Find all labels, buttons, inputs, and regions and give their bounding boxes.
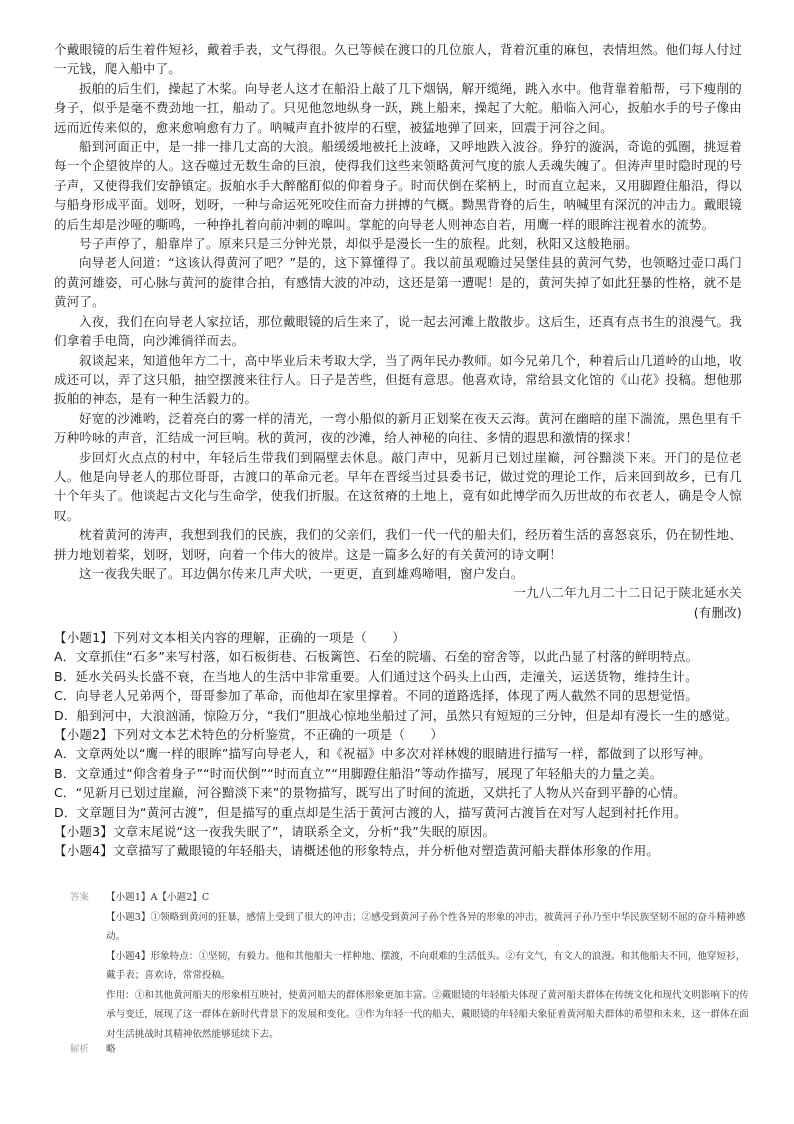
answer-line: 【小题1】A【小题2】C [106,892,210,903]
question-2-option-b: B．文章通过“仰含着身子”“时而伏倒”“时而直立”“用脚蹬住船沿”等动作描写，展现了年轻船夫的力量之美。 [54,765,663,781]
question-1-stem: 【小题1】下列对文本相关内容的理解，正确的一项是（ ） [54,630,406,645]
question-section [54,628,742,861]
explanation-section [70,1040,116,1060]
answer-section [70,888,750,1044]
question-1-option-d: D．船到河中，大浪汹涌，惊险万分，“我们”胆战心惊地坐船过了河，虽然只有短短的三分钟，但是却有漫长一生的感觉。 [54,707,738,723]
explanation-text: 略 [106,1044,116,1055]
passage-dateline: 一九八二年九月二十二日记于陕北延水关 [513,585,742,601]
passage-paragraph: 船到河面正中，是一排一排几丈高的大浪。船缓缓地被托上波峰，又呼地跌入波谷。狰狞的漩涡，奇诡的弧圈，挑逗着每一个企望彼岸的人。这吞噬过无数生命的巨浪，使得我们这些来领略黄河气度的旅人丢魂失魄了。但涛声里时隐时现的号子声，又使得我们安静镇定。扳舶水手大醉酩酊似的仰着身子。时而伏倒在桨柄上，时而直立起来，又用脚蹬住船沿，得以与船身形成平面。划呀，划呀，一种与命运死死咬住而奋力拼搏的气概。黝黑背脊的后生，呐喊里有深沉的冲击力。戴眼镜的后生却是沙哑的嘶鸣，一种挣扎着向前冲刺的嗥叫。掌舵的向导老人则神态自若，用鹰一样的眼眸注视着水的流势。 [54,139,742,232]
passage-paragraph: 好宽的沙滩哟，泛着亮白的雾一样的清光，一弯小船似的新月正划桨在夜天云海。黄河在幽暗的崖下湍流，黑色里有千万种吟咏的声音，汇结成一河巨响。秋的黄河，夜的沙滩，给人神秘的向往、多情的遐思和激情的探求！ [54,410,742,446]
answer-line: 【小题4】形象特点：①坚韧，有毅力。他和其他船夫一样种地、摆渡，不向艰难的生活低头。②有文气，有文人的浪漫。和其他船夫不同，他穿短衫，戴手表；喜欢诗，常常投稿。 [106,950,746,981]
passage-paragraph: 步回灯火点点的村中，年轻后生带我们到隔壁去休息。敲门声中，见新月已划过崖巅，河谷黯淡下来。开门的是位老人。他是向导老人的那位哥哥，古渡口的革命元老。早年在晋绥当过县委书记，做过党的理论工作，后来回到故乡，已有几十个年头了。他谈起古文化与生命学，使我们折服。在这贫瘠的土地上，竟有如此博学而久历世故的布衣老人，确是令人惊叹。 [54,449,742,523]
passage-paragraph: 个戴眼镜的后生着件短衫，戴着手表，文气得很。久已等候在渡口的几位旅人，背着沉重的麻包，表情坦然。他们每人付过一元钱，爬入船中了。 [54,42,742,77]
question-3-stem: 【小题3】文章末尾说“这一夜我失眠了”，请联系全文，分析“我”失眠的原因。 [54,824,496,840]
passage-paragraph: 入夜，我们在向导老人家拉话，那位戴眼镜的后生来了，说一起去河滩上散散步。这后生，还真有点书生的浪漫气。我们拿着手电筒，向沙滩徜徉而去。 [54,313,742,349]
passage-note: (有删改) [693,604,742,620]
passage-paragraph: 号子声停了，船靠岸了。原来只是三分钟光景，却似乎是漫长一生的旅程。此刻，秋阳又这般艳丽。 [79,236,638,252]
passage-paragraph: 叙谈起来，知道他年方二十，高中毕业后未考取大学，当了两年民办教师。如今兄弟几个，种着后山几道岭的山地，收成还可以，弄了这只船，抽空摆渡来往行人。日子是苦些，但挺有意思。他喜欢诗，常给县文化馆的《山花》投稿。想他那扳舶的神态，是有一种生活毅力的。 [54,352,742,407]
passage-paragraph: 扳舶的后生们，操起了木桨。向导老人这才在船沿上敲了几下烟锅，解开缆绳，跳入水中。他背靠着船帮，弓下瘦削的身子，似乎是毫不费劲地一扛，船动了。只见他忽地纵身一跃，跳上船来，操起了大舵。船临入河心，扳舶水手的号子像由远而近传来似的，愈来愈响愈有力了。呐喊声直扑彼岸的石壁，被猛地弹了回来，回震于河谷之间。 [54,80,742,135]
passage-paragraph: 枕着黄河的涛声，我想到我们的民族，我们的父亲们，我们一代一代的船夫们，经历着生活的喜怒哀乐，仍在韧性地、拼力地划着桨，划呀，划呀，向着一个伟大的彼岸。这是一篇多么好的有关黄河的诗文啊！ [54,527,742,562]
reading-passage [54,40,742,622]
answer-line: 作用：①和其他黄河船夫的形象相互映衬，使黄河船夫的群体形象更加丰富。②戴眼镜的年轻船夫体现了黄河船夫群体在传统文化和现代文明影响下的传承与变迁，展现了这一群体在新时代背景下的发展和变化。③作为年轻一代的船夫，戴眼镜的年轻船夫象征着黄河船夫群体的希望和未来，这一群体在面对生活挑战时其精神依然能够延续下去。 [106,989,749,1040]
explanation-label: 解析 [70,1044,90,1055]
question-2-option-c: C．“见新月已划过崖巅，河谷黯淡下来”的景物描写，既写出了时间的流逝，又烘托了人物从兴奋到平静的心情。 [54,785,686,801]
answer-label: 答案 [70,892,90,903]
question-2-option-d: D．文章题目为“黄河古渡”，但是描写的重点却是生活于黄河古渡的人，描写黄河古渡旨在对写人起到衬托作用。 [54,804,687,820]
question-2-stem: 【小题2】下列对文本艺术特色的分析鉴赏，不正确的一项是（ ） [54,727,444,743]
passage-paragraph: 这一夜我失眠了。耳边偶尔传来几声犬吠，一更更，直到雄鸡啼唱，窗户发白。 [79,565,524,581]
question-4-stem: 【小题4】文章描写了戴眼镜的年轻船夫，请概述他的形象特点，并分析他对塑造黄河船夫群体形象的作用。 [54,843,660,859]
answer-line: 【小题3】①领略到黄河的狂暴，感情上受到了很大的冲击；②感受到黄河子孙个性各异的形象的冲击，被黄河子孙乃至中华民族坚韧不屈的奋斗精神感动。 [106,911,746,942]
passage-paragraph: 向导老人问道：“这该认得黄河了吧？”是的，这下算懂得了。我以前虽观瞻过吴堡佳县的黄河气势，也领略过壶口禹门的黄河雄姿，可心脉与黄河的旋律合拍，有感情大波的冲动，这还是第一遭呢！是的，黄河失掉了如此狂暴的性格，就不是黄河了。 [54,255,742,310]
question-1-option-b: B．延水关码头长盛不衰，在当地人的生活中非常重要。人们通过这个码头上山西，走潼关，运送货物，维持生计。 [54,668,698,684]
question-2-option-a: A．文章两处以“鹰一样的眼眸”描写向导老人，和《祝福》中多次对祥林嫂的眼睛进行描写一样，都做到了以形写神。 [54,746,712,762]
question-1-option-c: C．向导老人兄弟两个，哥哥参加了革命，而他却在家里撑着。不同的道路选择，体现了两人截然不同的思想觉悟。 [54,688,698,704]
question-1-option-a: A．文章抓住“石多”来写村落，如石板街巷、石板篱笆、石垒的院墙、石垒的窑舍等，以此凸显了村落的鲜明特点。 [54,649,699,665]
